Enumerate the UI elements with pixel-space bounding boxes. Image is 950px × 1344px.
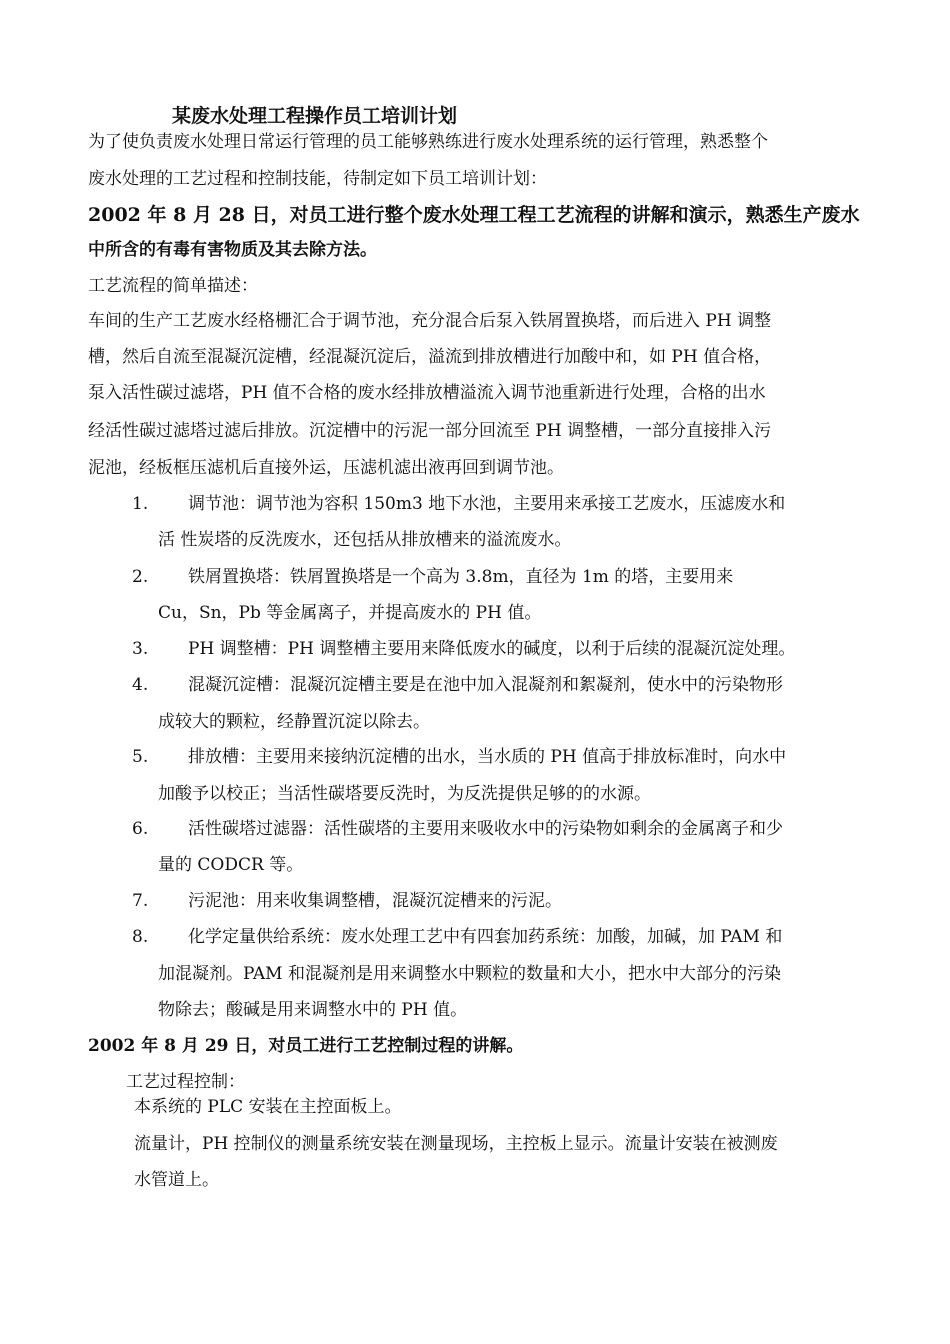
intro-line-1: 为了使负责废水处理日常运行管理的员工能够熟练进行废水处理系统的运行管理，熟悉整个 [88, 132, 768, 152]
list-item-text: PH 调整槽：PH 调整槽主要用来降低废水的碱度，以利于后续的混凝沉淀处理。 [188, 639, 796, 659]
list-item-number: 2. [132, 567, 149, 587]
list-item-text: 活性碳塔过滤器：活性碳塔的主要用来吸收水中的污染物如剩余的金属离子和少 [188, 819, 783, 839]
list-item-text: 铁屑置换塔：铁屑置换塔是一个高为 3.8m，直径为 1m 的塔，主要用来 [188, 567, 734, 587]
page-title: 某废水处理工程操作员工培训计划 [172, 105, 458, 127]
section2-line: 本系统的 PLC 安装在主控面板上。 [134, 1097, 402, 1117]
list-item-text: Cu，Sn，Pb 等金属离子，并提高废水的 PH 值。 [158, 603, 542, 623]
section2-line: 水管道上。 [134, 1170, 219, 1190]
section1-subheading: 工艺流程的简单描述： [88, 276, 258, 296]
list-item-text: 物除去；酸碱是用来调整水中的 PH 值。 [158, 1000, 468, 1020]
process-paragraph-line: 泵入活性碳过滤塔，PH 值不合格的废水经排放槽溢流入调节池重新进行处理，合格的出水 [88, 383, 766, 403]
list-item-text: 活 性炭塔的反洗废水，还包括从排放槽来的溢流废水。 [158, 530, 572, 550]
list-item-number: 8. [132, 927, 149, 947]
list-item-number: 5. [132, 747, 149, 767]
list-item-number: 6. [132, 819, 149, 839]
list-item-text: 污泥池：用来收集调整槽，混凝沉淀槽来的污泥。 [188, 891, 562, 911]
list-item-text: 加酸予以校正；当活性碳塔要反洗时，为反洗提供足够的的水源。 [158, 784, 651, 804]
process-paragraph-line: 槽，然后自流至混凝沉淀槽，经混凝沉淀后，溢流到排放槽进行加酸中和，如 PH 值合格， [88, 347, 772, 367]
list-item-number: 4. [132, 675, 149, 695]
section2-subheading: 工艺过程控制： [126, 1072, 245, 1092]
list-item-text: 成较大的颗粒，经静置沉淀以除去。 [158, 712, 430, 732]
list-item-number: 7. [132, 891, 149, 911]
list-item-text: 化学定量供给系统：废水处理工艺中有四套加药系统：加酸，加碱，加 PAM 和 [188, 927, 783, 947]
section1-heading-line-2: 中所含的有毒有害物质及其去除方法。 [88, 240, 377, 260]
list-item-text: 排放槽：主要用来接纳沉淀槽的出水，当水质的 PH 值高于排放标准时，向水中 [188, 747, 787, 767]
list-item-text: 量的 CODCR 等。 [158, 855, 304, 875]
list-item-number: 3. [132, 639, 149, 659]
process-paragraph-line: 车间的生产工艺废水经格栅汇合于调节池，充分混合后泵入铁屑置换塔，而后进入 PH 调整 [88, 311, 772, 331]
section2-heading: 2002 年 8 月 29 日，对员工进行工艺控制过程的讲解。 [88, 1036, 524, 1056]
process-paragraph-line: 泥池，经板框压滤机后直接外运，压滤机滤出液再回到调节池。 [88, 458, 564, 478]
list-item-number: 1. [132, 494, 149, 514]
list-item-text: 混凝沉淀槽：混凝沉淀槽主要是在池中加入混凝剂和絮凝剂，使水中的污染物形 [188, 675, 783, 695]
list-item-text: 调节池：调节池为容积 150m3 地下水池，主要用来承接工艺废水，压滤废水和 [188, 494, 786, 514]
list-item-text: 加混凝剂。PAM 和混凝剂是用来调整水中颗粒的数量和大小，把水中大部分的污染 [158, 964, 781, 984]
intro-line-2: 废水处理的工艺过程和控制技能，待制定如下员工培训计划： [88, 169, 547, 189]
section2-line: 流量计，PH 控制仪的测量系统安装在测量现场，主控板上显示。流量计安装在被测废 [134, 1134, 778, 1154]
process-paragraph-line: 经活性碳过滤塔过滤后排放。沉淀槽中的污泥一部分回流至 PH 调整槽，一部分直接排入污 [88, 421, 772, 441]
section1-heading-line-1: 2002 年 8 月 28 日，对员工进行整个废水处理工程工艺流程的讲解和演示，熟悉生产废水 [88, 204, 860, 226]
